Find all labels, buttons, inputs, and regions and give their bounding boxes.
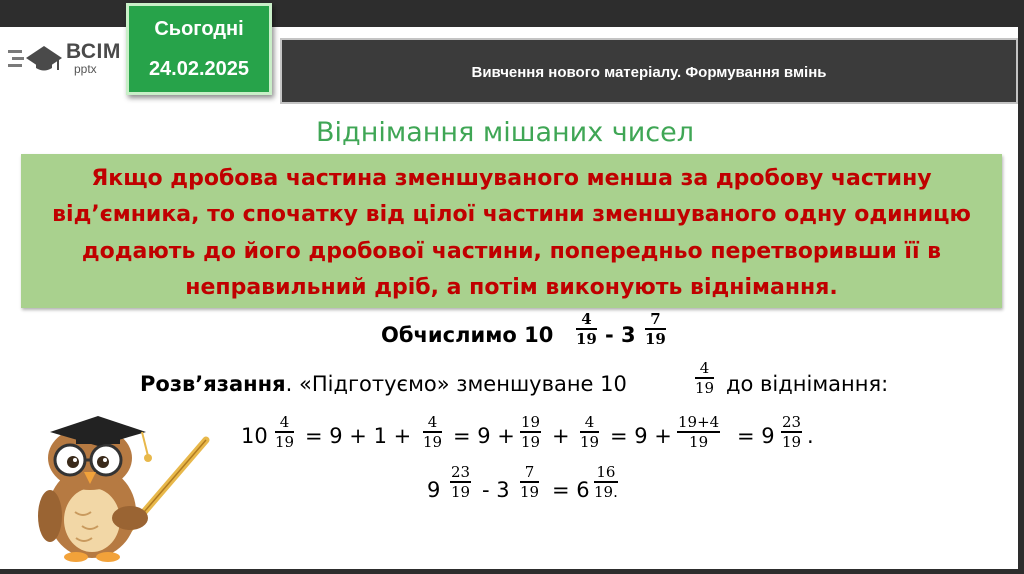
logo-subtext: pptx: [74, 62, 97, 76]
eq1-fraction: [423, 414, 442, 450]
date-badge: [126, 3, 272, 95]
denominator: 19: [689, 432, 709, 451]
right-frame: [1018, 0, 1024, 574]
rule-box: [21, 154, 1002, 308]
eq1-fraction: [520, 414, 541, 450]
date-value: 24.02.2025: [148, 58, 250, 80]
solution-text: . «Підготуємо» зменшуване 10: [285, 372, 627, 396]
logo-text: ВСІМ: [66, 40, 121, 63]
slide-title: Віднімання мішаних чисел: [316, 117, 694, 148]
eq1-fraction: [275, 414, 294, 450]
rule-line: від’ємника, то спочатку від цілої частини зменшуваного одну одиницю: [52, 202, 971, 227]
denominator: 19: [451, 482, 471, 501]
eq1-term: 10: [241, 424, 268, 448]
logo-speed-icon: [6, 38, 64, 78]
eq1-fraction: [781, 414, 802, 450]
bottom-frame: [0, 569, 1024, 574]
denominator: 19: [423, 432, 443, 451]
numerator: 23: [451, 463, 471, 481]
eq1-term: = 9 +: [610, 424, 672, 448]
denominator: 19: [521, 432, 541, 451]
numerator: 7: [524, 463, 535, 481]
numerator: 19: [521, 413, 541, 431]
eq2-fraction: [520, 464, 539, 500]
numerator: 23: [782, 413, 802, 431]
date-label: Сьогодні: [154, 18, 244, 40]
logo: [6, 38, 126, 78]
numerator: 16: [596, 463, 616, 481]
denominator: 19: [580, 432, 600, 451]
eq2-fraction: [594, 464, 618, 500]
solution-line: [140, 372, 627, 396]
denominator: 19: [695, 378, 715, 397]
task-minus: - 3: [605, 323, 636, 347]
eq1-term: = 9 +: [453, 424, 515, 448]
numerator: 4: [584, 413, 595, 431]
eq1-term: +: [552, 424, 570, 448]
eq2-fraction: [450, 464, 471, 500]
numerator: 4: [279, 413, 290, 431]
numerator: 4: [427, 413, 438, 431]
solution-tail: до віднімання:: [726, 372, 889, 396]
rule-line: Якщо дробова частина зменшуваного менша за дробову частину: [91, 166, 932, 191]
eq1-term: = 9 + 1 +: [305, 424, 412, 448]
denominator: 19.: [594, 482, 618, 501]
task-fraction-2: [645, 311, 666, 347]
eq2-term: - 3: [482, 478, 510, 502]
denominator: 19: [576, 329, 597, 348]
denominator: 19: [520, 482, 540, 501]
owl-teacher-icon: [20, 412, 210, 562]
task-label: Обчислимо 10: [381, 323, 554, 347]
topic-text: Вивчення нового матеріалу. Формування вмінь: [471, 64, 827, 81]
solution-bold: Розв’язання: [140, 372, 286, 396]
eq1-fraction: [677, 414, 720, 450]
eq2-term: = 6: [552, 478, 590, 502]
eq1-term: = 9: [737, 424, 775, 448]
numerator: 7: [650, 310, 661, 328]
eq1-fraction: [580, 414, 599, 450]
task-fraction-1: [576, 311, 597, 347]
eq1-term: .: [807, 424, 814, 448]
topic-bar: [280, 38, 1018, 104]
denominator: 19: [275, 432, 295, 451]
rule-line: додають до його дробової частини, попередньо перетворивши її в: [81, 239, 942, 264]
numerator: 4: [699, 359, 710, 377]
eq2-term: 9: [427, 478, 441, 502]
rule-line: неправильний дріб, а потім виконують віднімання.: [185, 275, 838, 300]
denominator: 19: [645, 329, 666, 348]
denominator: 19: [782, 432, 802, 451]
numerator: 4: [581, 310, 592, 328]
solution-fraction: [695, 360, 714, 396]
numerator: 19+4: [678, 413, 720, 431]
